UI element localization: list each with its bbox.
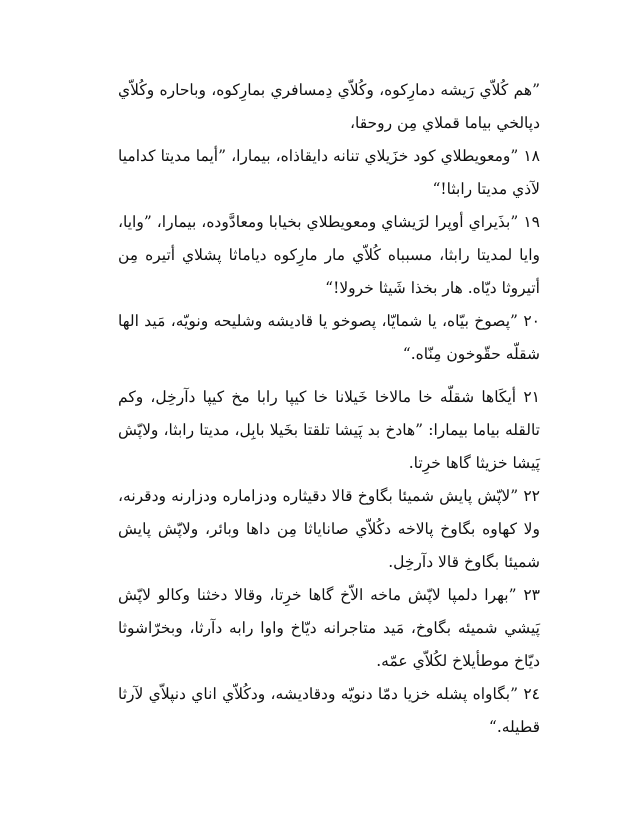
verse-paragraph: ١٨ ”ومعويطلاي كود خزَيلاي تنانه دايقاذاه، بيمارا، ”أيما مديتا كداميا لآذي مديتا رابثا!“ [118,147,540,198]
verse-paragraph: ١٩ ”بذَيراي أوپرا لرَيشاي ومعويطلاي بخيابا ومعادَّوده، بيمارا، ”وايا، وايا لمديتا رابثا، مسبباه كُلاّي مار مارِكوه دياماثا پشلاي أتيره مِن أتيروثا ديّاه. هار بخذا شَيثا خرولا!“ [118,213,540,297]
verse-paragraph: ٢٢ ”لاپّش پايش شميئا بگاوخ قالا دقيثاره ودزاماره ودزارنه ودقرنه، ولا كهاوه بگاوخ پالاخه دكُلاّي صاناياثا مِن داها وبائر، ولاپّش پايش شميئا بگاوخ قالا دآرخِل. [118,487,540,571]
verse-paragraph: ٢٠ ”پصوخ بيّاه، يا شمايّا، پصوخو يا قاديشه وشليحه ونويّه، مَيد الها شقلّه حقّوخون مِنّاه.“ [118,312,540,363]
verse-paragraph: ٢٤ ”بگاواه پشله خزيا دمّا دنويّه ودقاديشه، ودكُلاّي اناي دنپلاّي لآرثا قطيله.“ [118,685,540,736]
scripture-text-block [118,74,540,744]
verse-paragraph: ٢١ أيكَاها شقلّه خا مالاخا خَيلانا خا كيپا رابا مخ كيپا دآرخِل، وكم تالقله بياما بيمارا: ”هادخ بد پَيشا تلقتا بخَيلا بابِل، مديتا رابثا، ولاپّش پَيشا خزيثا گاها خرِتا. [118,388,540,472]
verse-paragraph: ”هم كُلاّي رَيشه دمارِكوه، وكُلاّي دِمسافري بمارِكوه، وباحاره وكُلاّي دپالخي بياما قملاي مِن روحقا، [118,81,540,132]
verse-paragraph: ٢٣ ”بهرا دلمپا لاپّش ماخه الاّخ گاها خرِتا، وقالا دخثنا وكالو لاپّش پَيشي شميئه بگاوخ، مَيد متاجرانه ديّاخ واوا رابه دآرثا، وبخرّاشوثا ديّاخ موطأيلاخ لكُلاّي عمّه. [118,586,540,670]
